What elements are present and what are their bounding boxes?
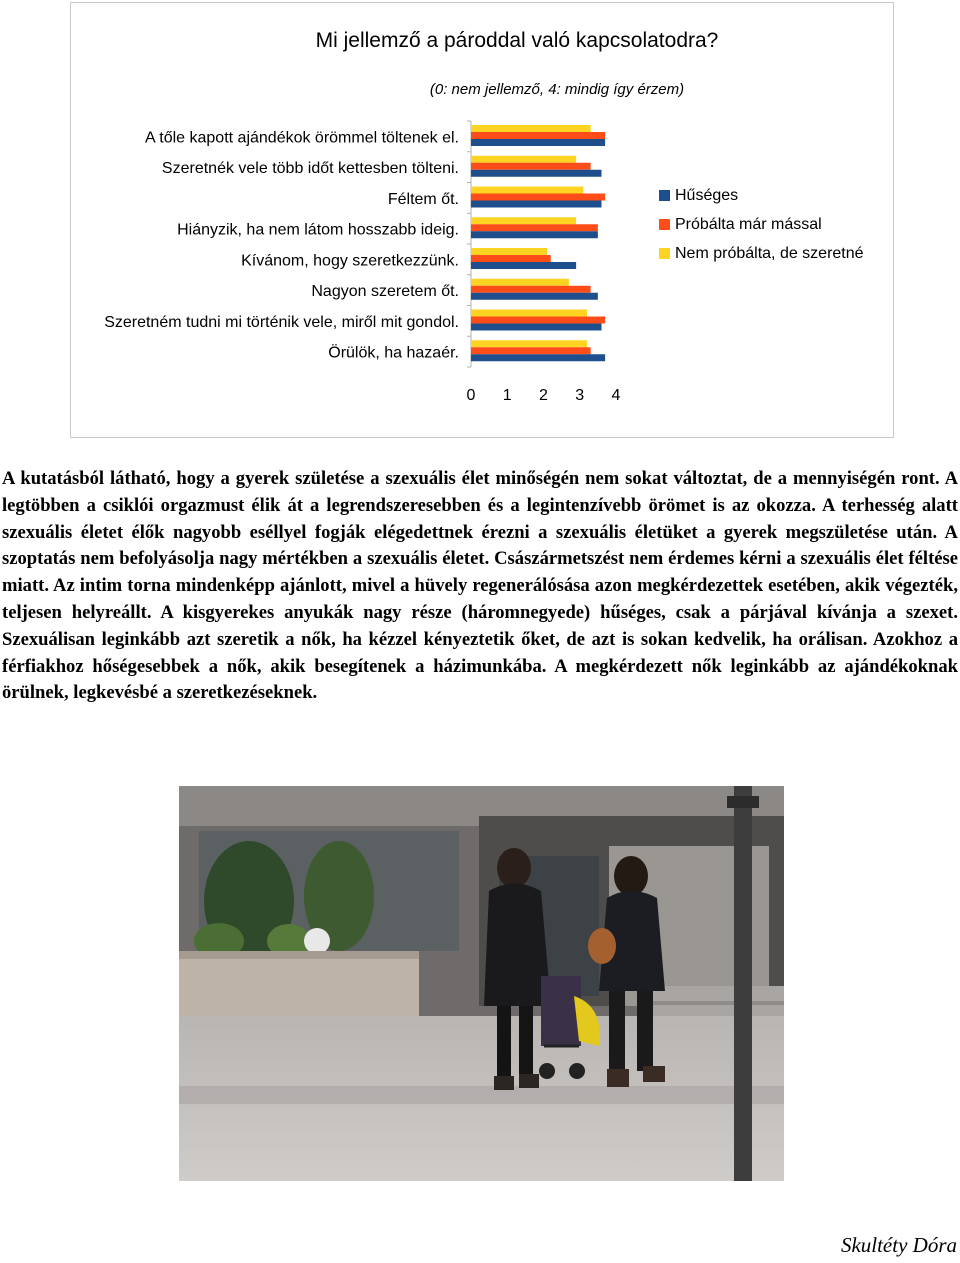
bar-huseges bbox=[471, 170, 602, 177]
bar-huseges bbox=[471, 324, 602, 331]
chart-subtitle: (0: nem jellemző, 4: mindig így érzem) bbox=[429, 81, 685, 98]
legend-item bbox=[659, 239, 864, 268]
bar-probalta bbox=[471, 224, 598, 231]
bar-nem-probalta bbox=[471, 156, 576, 163]
bar-huseges bbox=[471, 201, 602, 208]
x-tick-label: 1 bbox=[502, 387, 512, 404]
category-label: A tőle kapott ajándékok örömmel töltenek el. bbox=[145, 129, 459, 147]
bar-probalta bbox=[471, 163, 591, 170]
bar-probalta bbox=[471, 317, 605, 324]
x-tick-label: 3 bbox=[575, 387, 585, 404]
legend-item bbox=[659, 210, 864, 239]
bar-huseges bbox=[471, 262, 576, 269]
category-label: Kívánom, hogy szeretkezzünk. bbox=[241, 252, 459, 270]
bar-nem-probalta bbox=[471, 279, 569, 286]
bar-huseges bbox=[471, 231, 598, 238]
chart-panel bbox=[70, 2, 894, 438]
street-photo bbox=[179, 786, 784, 1181]
bar-nem-probalta bbox=[471, 125, 591, 132]
category-label: Szeretném tudni mi történik vele, miről mit gondol. bbox=[104, 313, 459, 331]
legend-swatch-nem-probalta bbox=[659, 248, 670, 259]
category-label: Nagyon szeretem őt. bbox=[311, 283, 459, 301]
x-tick-label: 0 bbox=[466, 387, 476, 404]
body-paragraph: A kutatásból látható, hogy a gyerek születése a szexuális élet minőségén nem sokat változtat, de a mennyiségén ront. A legtöbben a csiklói orgazmust élik át a legrendszeresebben és a legintenzívebb örömet is az okozza. A terhesség alatt szexuális életet élők nagyobb eséllyel fogják elégedettnek érezni a szexuális életüket a gyerek megszületése után. A szoptatás nem befolyásolja nagy mértékben a szexuális életet. Császármetszést nem érdemes kérni a szexuális élet féltése miatt. Az intim torna mindenképp ajánlott, mivel a hüvely regenerálósása azon megkérdezettek esetében, akik végezték, teljesen helyreállt. A kisgyerekes anyukák nagy része (háromnegyede) hűséges, csak a párjával kívánja a szexet. Szexuálisan leginkább azt szeretik a nők, ha kézzel kényeztetik őket, de azt is sokan kedvelik, ha orálisan. Azokhoz a férfiakhoz hőségesebbek a nők, akik besegítenek a házimunkába. A megkérdezett nők leginkább az ajándékoknak örülnek, legkevésbé a szeretkezéseknek. bbox=[2, 468, 958, 704]
bar-probalta bbox=[471, 194, 605, 201]
bar-nem-probalta bbox=[471, 340, 587, 347]
legend-swatch-probalta bbox=[659, 219, 670, 230]
bar-probalta bbox=[471, 132, 605, 139]
bar-huseges bbox=[471, 293, 598, 300]
bar-probalta bbox=[471, 255, 551, 262]
bar-huseges bbox=[471, 139, 605, 146]
bar-nem-probalta bbox=[471, 248, 547, 255]
x-tick-label: 4 bbox=[611, 387, 621, 404]
legend-label: Nem próbálta, de szeretné bbox=[675, 244, 864, 262]
category-label: Szeretnék vele több időt kettesben tölteni. bbox=[161, 160, 459, 178]
x-tick-label: 2 bbox=[539, 387, 548, 404]
author-signature: Skultéty Dóra bbox=[840, 1233, 957, 1257]
legend-label: Próbálta már mással bbox=[675, 215, 822, 233]
bar-probalta bbox=[471, 286, 591, 293]
category-label: Hiányzik, ha nem látom hosszabb ideig. bbox=[177, 221, 459, 239]
bar-probalta bbox=[471, 347, 591, 354]
legend-label: Hűséges bbox=[675, 186, 739, 204]
legend-item bbox=[659, 181, 864, 210]
category-label: Örülök, ha hazaér. bbox=[328, 344, 459, 362]
bar-nem-probalta bbox=[471, 217, 576, 224]
bar-huseges bbox=[471, 354, 605, 361]
category-label: Féltem őt. bbox=[387, 190, 459, 208]
bar-nem-probalta bbox=[471, 187, 583, 194]
bar-nem-probalta bbox=[471, 310, 587, 317]
chart-title: Mi jellemző a pároddal való kapcsolatodra? bbox=[315, 29, 719, 52]
legend-swatch-huseges bbox=[659, 190, 670, 201]
chart-legend bbox=[659, 181, 864, 268]
